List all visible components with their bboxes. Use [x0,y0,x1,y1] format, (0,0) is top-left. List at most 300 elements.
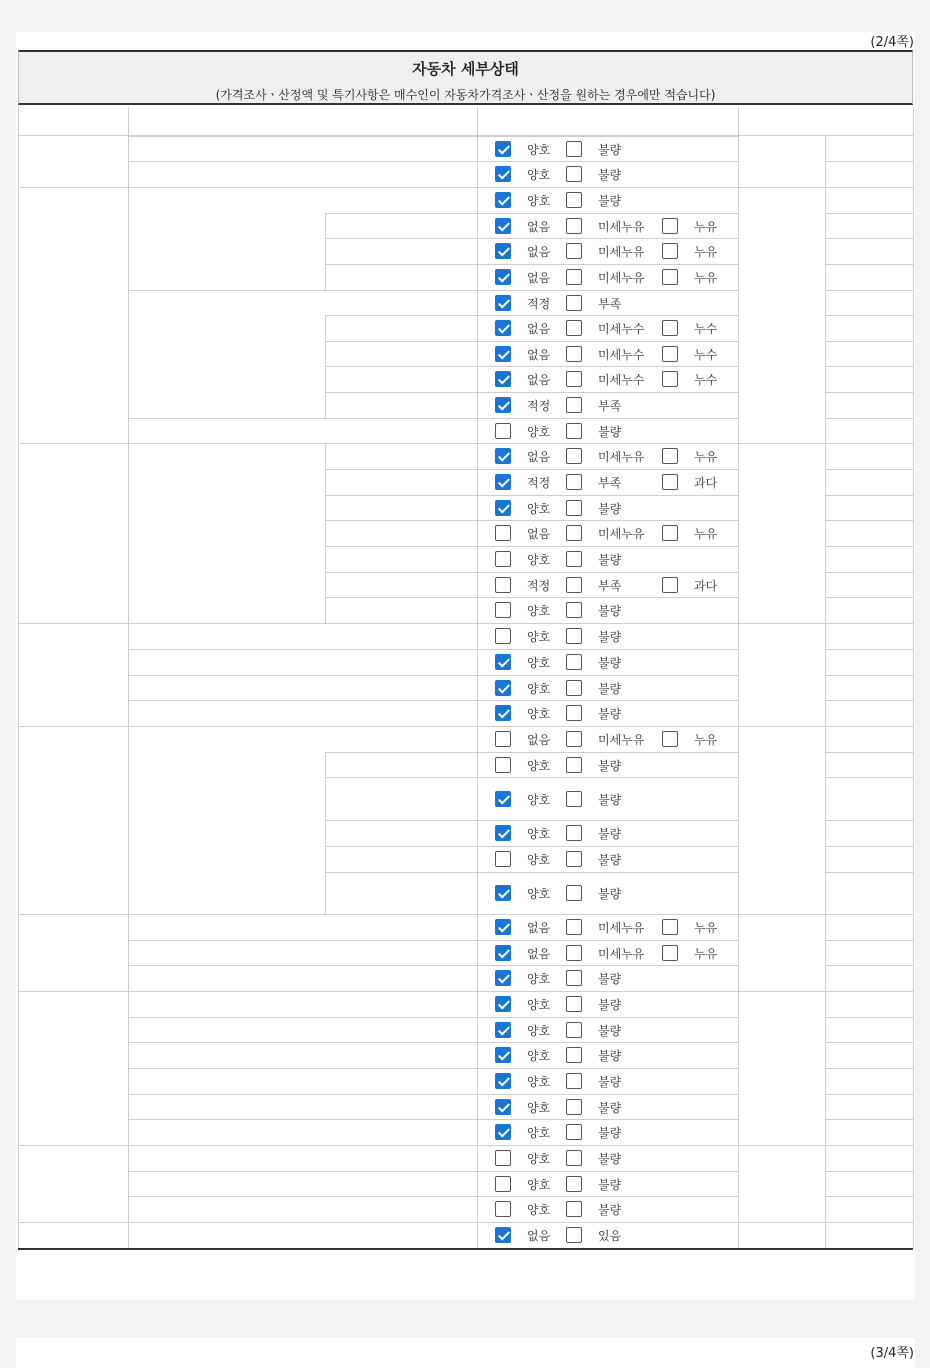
page-number: (2/4쪽) [870,35,914,50]
item-label [128,700,477,726]
option-label: 불량 [598,604,622,618]
checkbox-불량[interactable] [566,551,582,567]
grid-line [825,1017,913,1018]
checkbox-과다[interactable] [662,577,678,593]
grid-line [325,238,738,239]
option-label: 불량 [598,707,622,721]
option-label: 불량 [598,827,622,841]
checkbox-불량[interactable] [566,1099,582,1115]
grid-line [325,366,738,367]
form-title: 자동차 세부상태 [412,60,519,78]
option-label: 양호 [527,681,551,696]
option-label: 없음 [527,219,551,234]
checkbox-불량[interactable] [566,192,582,208]
item-label [128,649,477,675]
option-label: 누수 [694,347,718,362]
option-label: 양호 [527,604,551,618]
option-label: 적정 [527,578,551,593]
item-label [128,290,477,315]
item-label [128,623,477,649]
checkbox-양호[interactable] [495,192,511,208]
option-label: 불량 [598,194,622,208]
item-label [128,1017,477,1042]
grid-line [18,1248,913,1250]
checkbox-부족[interactable] [566,397,582,413]
checkbox-적정[interactable] [495,577,511,593]
option-label: 불량 [598,1152,622,1166]
grid-line [825,1094,913,1095]
checkbox-양호[interactable] [495,885,511,901]
checkbox-누유[interactable] [662,218,678,234]
grid-line [825,392,913,393]
checkbox-양호[interactable] [495,141,511,157]
checkbox-불량[interactable] [566,1150,582,1166]
next-page-sheet [16,1338,915,1368]
grid-line [825,546,913,547]
option-label: 양호 [527,168,551,182]
option-label: 없음 [527,921,551,935]
option-label: 양호 [527,501,551,516]
item-label [128,1119,477,1145]
grid-line [128,290,738,291]
option-label: 양호 [527,1126,551,1140]
option-label: 미세누유 [598,946,645,961]
checkbox-없음[interactable] [495,945,511,961]
item-label [325,520,477,546]
checkbox-미세누수[interactable] [566,346,582,362]
checkbox-양호[interactable] [495,1124,511,1140]
price-unit [738,136,825,187]
section-label [18,914,128,991]
checkbox-불량[interactable] [566,1201,582,1217]
grid-line [128,914,738,915]
grid-line [477,107,478,1248]
checkbox-부족[interactable] [566,474,582,490]
grid-line [825,469,913,470]
item-label [325,572,477,597]
option-label: 누유 [694,245,718,259]
item-label [128,1042,477,1068]
option-label: 있음 [598,1229,622,1243]
checkbox-양호[interactable] [495,791,511,807]
grid-line [325,392,738,393]
checkbox-미세누유[interactable] [566,945,582,961]
grid-line [128,1145,738,1146]
checkbox-양호[interactable] [495,628,511,644]
option-label: 불량 [598,1203,622,1217]
option-label: 미세누수 [598,322,645,336]
grid-line [825,1145,913,1146]
checkbox-불량[interactable] [566,791,582,807]
checkbox-양호[interactable] [495,1150,511,1166]
checkbox-없음[interactable] [495,448,511,464]
checkbox-미세누유[interactable] [566,243,582,259]
option-label: 없음 [527,527,551,541]
item-label [128,991,477,1017]
section-label [18,726,128,914]
option-label: 불량 [598,424,622,439]
grid-line [825,366,913,367]
option-label: 양호 [527,1177,551,1192]
group-label [128,443,325,520]
checkbox-양호[interactable] [495,680,511,696]
item-label [325,546,477,572]
grid-line [128,418,738,419]
checkbox-있음[interactable] [566,1227,582,1243]
grid-line [128,965,738,966]
section-label [18,623,128,726]
option-label: 누유 [694,921,718,935]
form-header [18,50,913,105]
checkbox-불량[interactable] [566,996,582,1012]
grid-line [825,1042,913,1043]
checkbox-누유[interactable] [662,731,678,747]
checkbox-미세누유[interactable] [566,525,582,541]
price-unit [738,443,825,623]
option-label: 불량 [598,681,622,696]
option-label: 불량 [598,1126,622,1140]
grid-line [325,846,738,847]
grid-line [325,341,738,342]
checkbox-없음[interactable] [495,525,511,541]
grid-line [825,1171,913,1172]
checkbox-양호[interactable] [495,1073,511,1089]
grid-line [325,264,738,265]
grid-line [325,572,738,573]
option-label: 양호 [527,853,551,867]
option-label: 부족 [598,399,622,413]
grid-line [325,872,738,873]
checkbox-양호[interactable] [495,654,511,670]
option-label: 양호 [527,1049,551,1063]
option-label: 없음 [527,450,551,464]
checkbox-양호[interactable] [495,602,511,618]
grid-line [825,1196,913,1197]
checkbox-미세누유[interactable] [566,731,582,747]
option-label: 불량 [598,1100,622,1115]
checkbox-불량[interactable] [566,166,582,182]
grid-line [825,726,913,727]
checkbox-부족[interactable] [566,577,582,593]
item-label [128,1145,477,1171]
option-label: 양호 [527,792,551,807]
option-label: 미세누유 [598,271,645,285]
option-label: 미세누유 [598,527,645,541]
checkbox-불량[interactable] [566,1124,582,1140]
option-label: 불량 [598,1075,622,1089]
option-label: 양호 [527,972,551,986]
grid-line [825,213,913,214]
checkbox-불량[interactable] [566,970,582,986]
option-label: 불량 [598,853,622,867]
option-label: 누유 [694,450,718,464]
checkbox-부족[interactable] [566,295,582,311]
checkbox-적정[interactable] [495,295,511,311]
checkbox-불량[interactable] [566,602,582,618]
option-label: 미세누유 [598,921,645,935]
item-label [128,136,477,161]
option-label: 없음 [527,245,551,259]
checkbox-누수[interactable] [662,346,678,362]
option-label: 불량 [598,1177,622,1192]
col-header-status [477,107,738,135]
checkbox-미세누수[interactable] [566,320,582,336]
option-label: 없음 [527,733,551,747]
checkbox-불량[interactable] [566,500,582,516]
grid-line [825,777,913,778]
checkbox-양호[interactable] [495,551,511,567]
col-header-item [128,107,477,135]
grid-line [128,649,738,650]
checkbox-불량[interactable] [566,825,582,841]
checkbox-미세누유[interactable] [566,218,582,234]
checkbox-미세누유[interactable] [566,269,582,285]
section-label [18,1222,128,1248]
grid-line [128,675,738,676]
grid-line [325,213,738,214]
grid-line [128,623,738,624]
grid-line [128,726,738,727]
checkbox-양호[interactable] [495,705,511,721]
grid-line [825,872,913,873]
checkbox-양호[interactable] [495,1201,511,1217]
option-label: 부족 [598,296,622,311]
item-label [325,469,477,495]
grid-line [825,443,913,444]
form-subtitle: (가격조사ㆍ산정액 및 특기사항은 매수인이 자동차가격조사ㆍ산정을 원하는 경우에만 적습니다) [215,88,716,102]
checkbox-과다[interactable] [662,474,678,490]
checkbox-불량[interactable] [566,1022,582,1038]
checkbox-불량[interactable] [566,885,582,901]
grid-line [128,187,738,188]
checkbox-없음[interactable] [495,269,511,285]
price-unit [738,1145,825,1222]
col-header-price [738,107,913,135]
checkbox-미세누수[interactable] [566,371,582,387]
grid-line [128,161,738,162]
option-label: 부족 [598,578,622,593]
checkbox-양호[interactable] [495,1022,511,1038]
option-label: 미세누유 [598,733,645,747]
checkbox-없음[interactable] [495,243,511,259]
grid-line [825,820,913,821]
item-label [128,418,477,443]
option-label: 양호 [527,630,551,644]
checkbox-불량[interactable] [566,1073,582,1089]
checkbox-양호[interactable] [495,996,511,1012]
grid-line [825,991,913,992]
option-label: 적정 [527,476,551,490]
item-label [128,1222,477,1248]
checkbox-불량[interactable] [566,1176,582,1192]
checkbox-불량[interactable] [566,680,582,696]
section-label [18,187,128,443]
grid-line [825,700,913,701]
item-label [325,820,477,846]
checkbox-없음[interactable] [495,919,511,935]
checkbox-양호[interactable] [495,851,511,867]
checkbox-양호[interactable] [495,1176,511,1192]
checkbox-미세누유[interactable] [566,448,582,464]
option-label: 부족 [598,476,622,490]
checkbox-없음[interactable] [495,371,511,387]
grid-line [825,940,913,941]
price-unit [738,187,825,443]
checkbox-없음[interactable] [495,346,511,362]
group-label [128,213,325,290]
grid-line [825,649,913,650]
checkbox-양호[interactable] [495,970,511,986]
grid-line [825,341,913,342]
option-label: 양호 [527,887,551,901]
checkbox-양호[interactable] [495,757,511,773]
checkbox-없음[interactable] [495,1227,511,1243]
item-label [128,675,477,700]
option-label: 없음 [527,322,551,336]
item-label [325,264,477,290]
item-label [325,238,477,264]
grid-line [325,495,738,496]
option-label: 적정 [527,399,551,413]
option-label: 양호 [527,553,551,567]
grid-line [325,315,738,316]
item-label [325,495,477,520]
checkbox-양호[interactable] [495,423,511,439]
item-label [325,846,477,872]
option-label: 누유 [694,271,718,285]
option-label: 불량 [598,792,622,807]
item-label [128,940,477,965]
checkbox-없음[interactable] [495,320,511,336]
checkbox-누유[interactable] [662,919,678,935]
item-label [128,914,477,940]
option-label: 적정 [527,296,551,311]
grid-line [825,264,913,265]
checkbox-양호[interactable] [495,1047,511,1063]
grid-line [128,1119,738,1120]
item-label [325,752,477,777]
grid-line [913,107,914,1248]
option-label: 미세누수 [598,347,645,362]
checkbox-양호[interactable] [495,1099,511,1115]
checkbox-불량[interactable] [566,851,582,867]
grid-line [128,136,738,137]
item-label [325,341,477,366]
option-label: 불량 [598,998,622,1012]
section-label [18,136,128,187]
option-label: 양호 [527,424,551,439]
option-label: 없음 [527,271,551,285]
grid-line [825,136,826,1248]
checkbox-누수[interactable] [662,320,678,336]
grid-line [825,495,913,496]
grid-line [325,777,738,778]
checkbox-불량[interactable] [566,654,582,670]
option-label: 미세누유 [598,450,645,464]
grid-line [128,700,738,701]
grid-line [825,238,913,239]
group-label [128,520,325,623]
option-label: 과다 [694,578,718,593]
option-label: 양호 [527,194,551,208]
checkbox-불량[interactable] [566,757,582,773]
grid-line [325,597,738,598]
checkbox-누수[interactable] [662,371,678,387]
grid-line [825,290,913,291]
option-label: 미세누유 [598,245,645,259]
group-label [128,315,325,418]
checkbox-없음[interactable] [495,731,511,747]
checkbox-미세누유[interactable] [566,919,582,935]
price-unit [738,914,825,991]
option-label: 양호 [527,656,551,670]
checkbox-양호[interactable] [495,825,511,841]
price-unit [738,726,825,914]
checkbox-불량[interactable] [566,705,582,721]
price-unit [738,1222,825,1248]
item-label [325,392,477,418]
grid-line [325,443,738,444]
price-unit [738,623,825,726]
checkbox-누유[interactable] [662,448,678,464]
option-label: 없음 [527,946,551,961]
grid-line [825,418,913,419]
item-label [128,1171,477,1196]
checkbox-적정[interactable] [495,474,511,490]
item-label [128,1068,477,1094]
checkbox-누유[interactable] [662,945,678,961]
item-label [128,1094,477,1119]
checkbox-양호[interactable] [495,166,511,182]
checkbox-불량[interactable] [566,423,582,439]
option-label: 없음 [527,1229,551,1243]
item-label [325,597,477,623]
checkbox-불량[interactable] [566,1047,582,1063]
group-label [128,752,325,914]
grid-line [325,546,738,547]
grid-line [825,161,913,162]
grid-line [128,1068,738,1069]
option-label: 양호 [527,1023,551,1038]
item-label [128,965,477,991]
checkbox-양호[interactable] [495,500,511,516]
checkbox-누유[interactable] [662,269,678,285]
grid-line [825,187,913,188]
item-label [325,777,477,820]
checkbox-적정[interactable] [495,397,511,413]
option-label: 양호 [527,1152,551,1166]
option-label: 양호 [527,827,551,841]
grid-line [128,1222,738,1223]
checkbox-없음[interactable] [495,218,511,234]
checkbox-누유[interactable] [662,525,678,541]
option-label: 양호 [527,1100,551,1115]
grid-line [825,572,913,573]
option-label: 불량 [598,972,622,986]
checkbox-불량[interactable] [566,628,582,644]
grid-line [825,846,913,847]
grid-line [825,315,913,316]
option-label: 불량 [598,1049,622,1063]
grid-line [325,520,738,521]
item-label [128,161,477,187]
grid-line [825,1068,913,1069]
next-page-number: (3/4쪽) [870,1346,914,1361]
checkbox-불량[interactable] [566,141,582,157]
option-label: 불량 [598,553,622,567]
grid-line [128,1196,738,1197]
checkbox-누유[interactable] [662,243,678,259]
